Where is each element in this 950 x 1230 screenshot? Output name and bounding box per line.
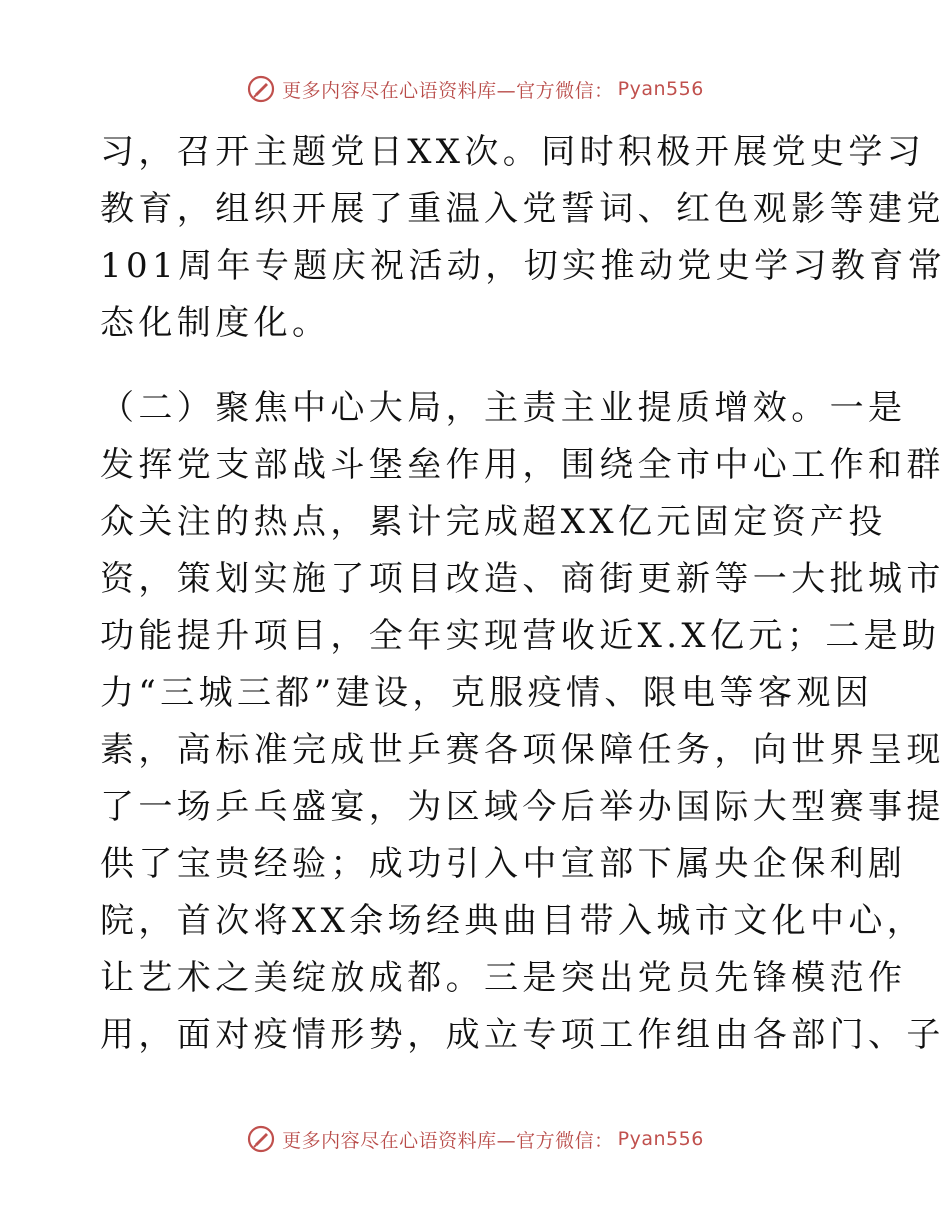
text-line: 素，高标准完成世乒赛各项保障任务，向世界呈现 (100, 730, 945, 770)
text-line: 资，策划实施了项目改造、商街更新等一大批城市 (100, 559, 945, 599)
pen-seal-icon (246, 74, 276, 104)
pen-seal-icon (246, 1124, 276, 1154)
text-line: 让艺术之美绽放成都。三是突出党员先锋模范作 (100, 958, 907, 998)
text-line: 供了宝贵经验；成功引入中宣部下属央企保利剧 (100, 844, 907, 884)
footer-watermark (0, 1124, 950, 1154)
watermark-handle: Pyan556 (617, 78, 704, 100)
text-line: 发挥党支部战斗堡垒作用，围绕全市中心工作和群 (100, 445, 945, 485)
text-line: 教育，组织开展了重温入党誓词、红色观影等建党 (100, 189, 945, 229)
text-line: 态化制度化。 (100, 303, 331, 343)
watermark-text: 更多内容尽在心语资料库—官方微信： (282, 1129, 614, 1152)
text-line: 101周年专题庆祝活动，切实推动党史学习教育常 (100, 246, 947, 286)
header-watermark (0, 74, 950, 104)
paragraph-1 (100, 124, 947, 352)
watermark-text: 更多内容尽在心语资料库—官方微信： (282, 79, 614, 102)
text-line: 力“三城三都”建设，克服疫情、限电等客观因 (100, 673, 874, 713)
text-line: 用，面对疫情形势，成立专项工作组由各部门、子 (100, 1015, 945, 1055)
watermark-handle: Pyan556 (617, 1128, 704, 1150)
text-line: 了一场乒乓盛宴，为区域今后举办国际大型赛事提 (100, 787, 945, 827)
document-body (100, 124, 947, 1064)
text-line: 习，召开主题党日XX次。同时积极开展党史学习 (100, 132, 926, 172)
paragraph-2 (100, 380, 945, 1064)
text-line: 院，首次将XX余场经典曲目带入城市文化中心， (100, 901, 926, 941)
text-line: 众关注的热点，累计完成超XX亿元固定资产投 (100, 502, 887, 542)
section-heading-line: （二）聚焦中心大局，主责主业提质增效。一是 (100, 388, 907, 428)
text-line: 功能提升项目，全年实现营收近X.X亿元；二是助 (100, 616, 941, 656)
